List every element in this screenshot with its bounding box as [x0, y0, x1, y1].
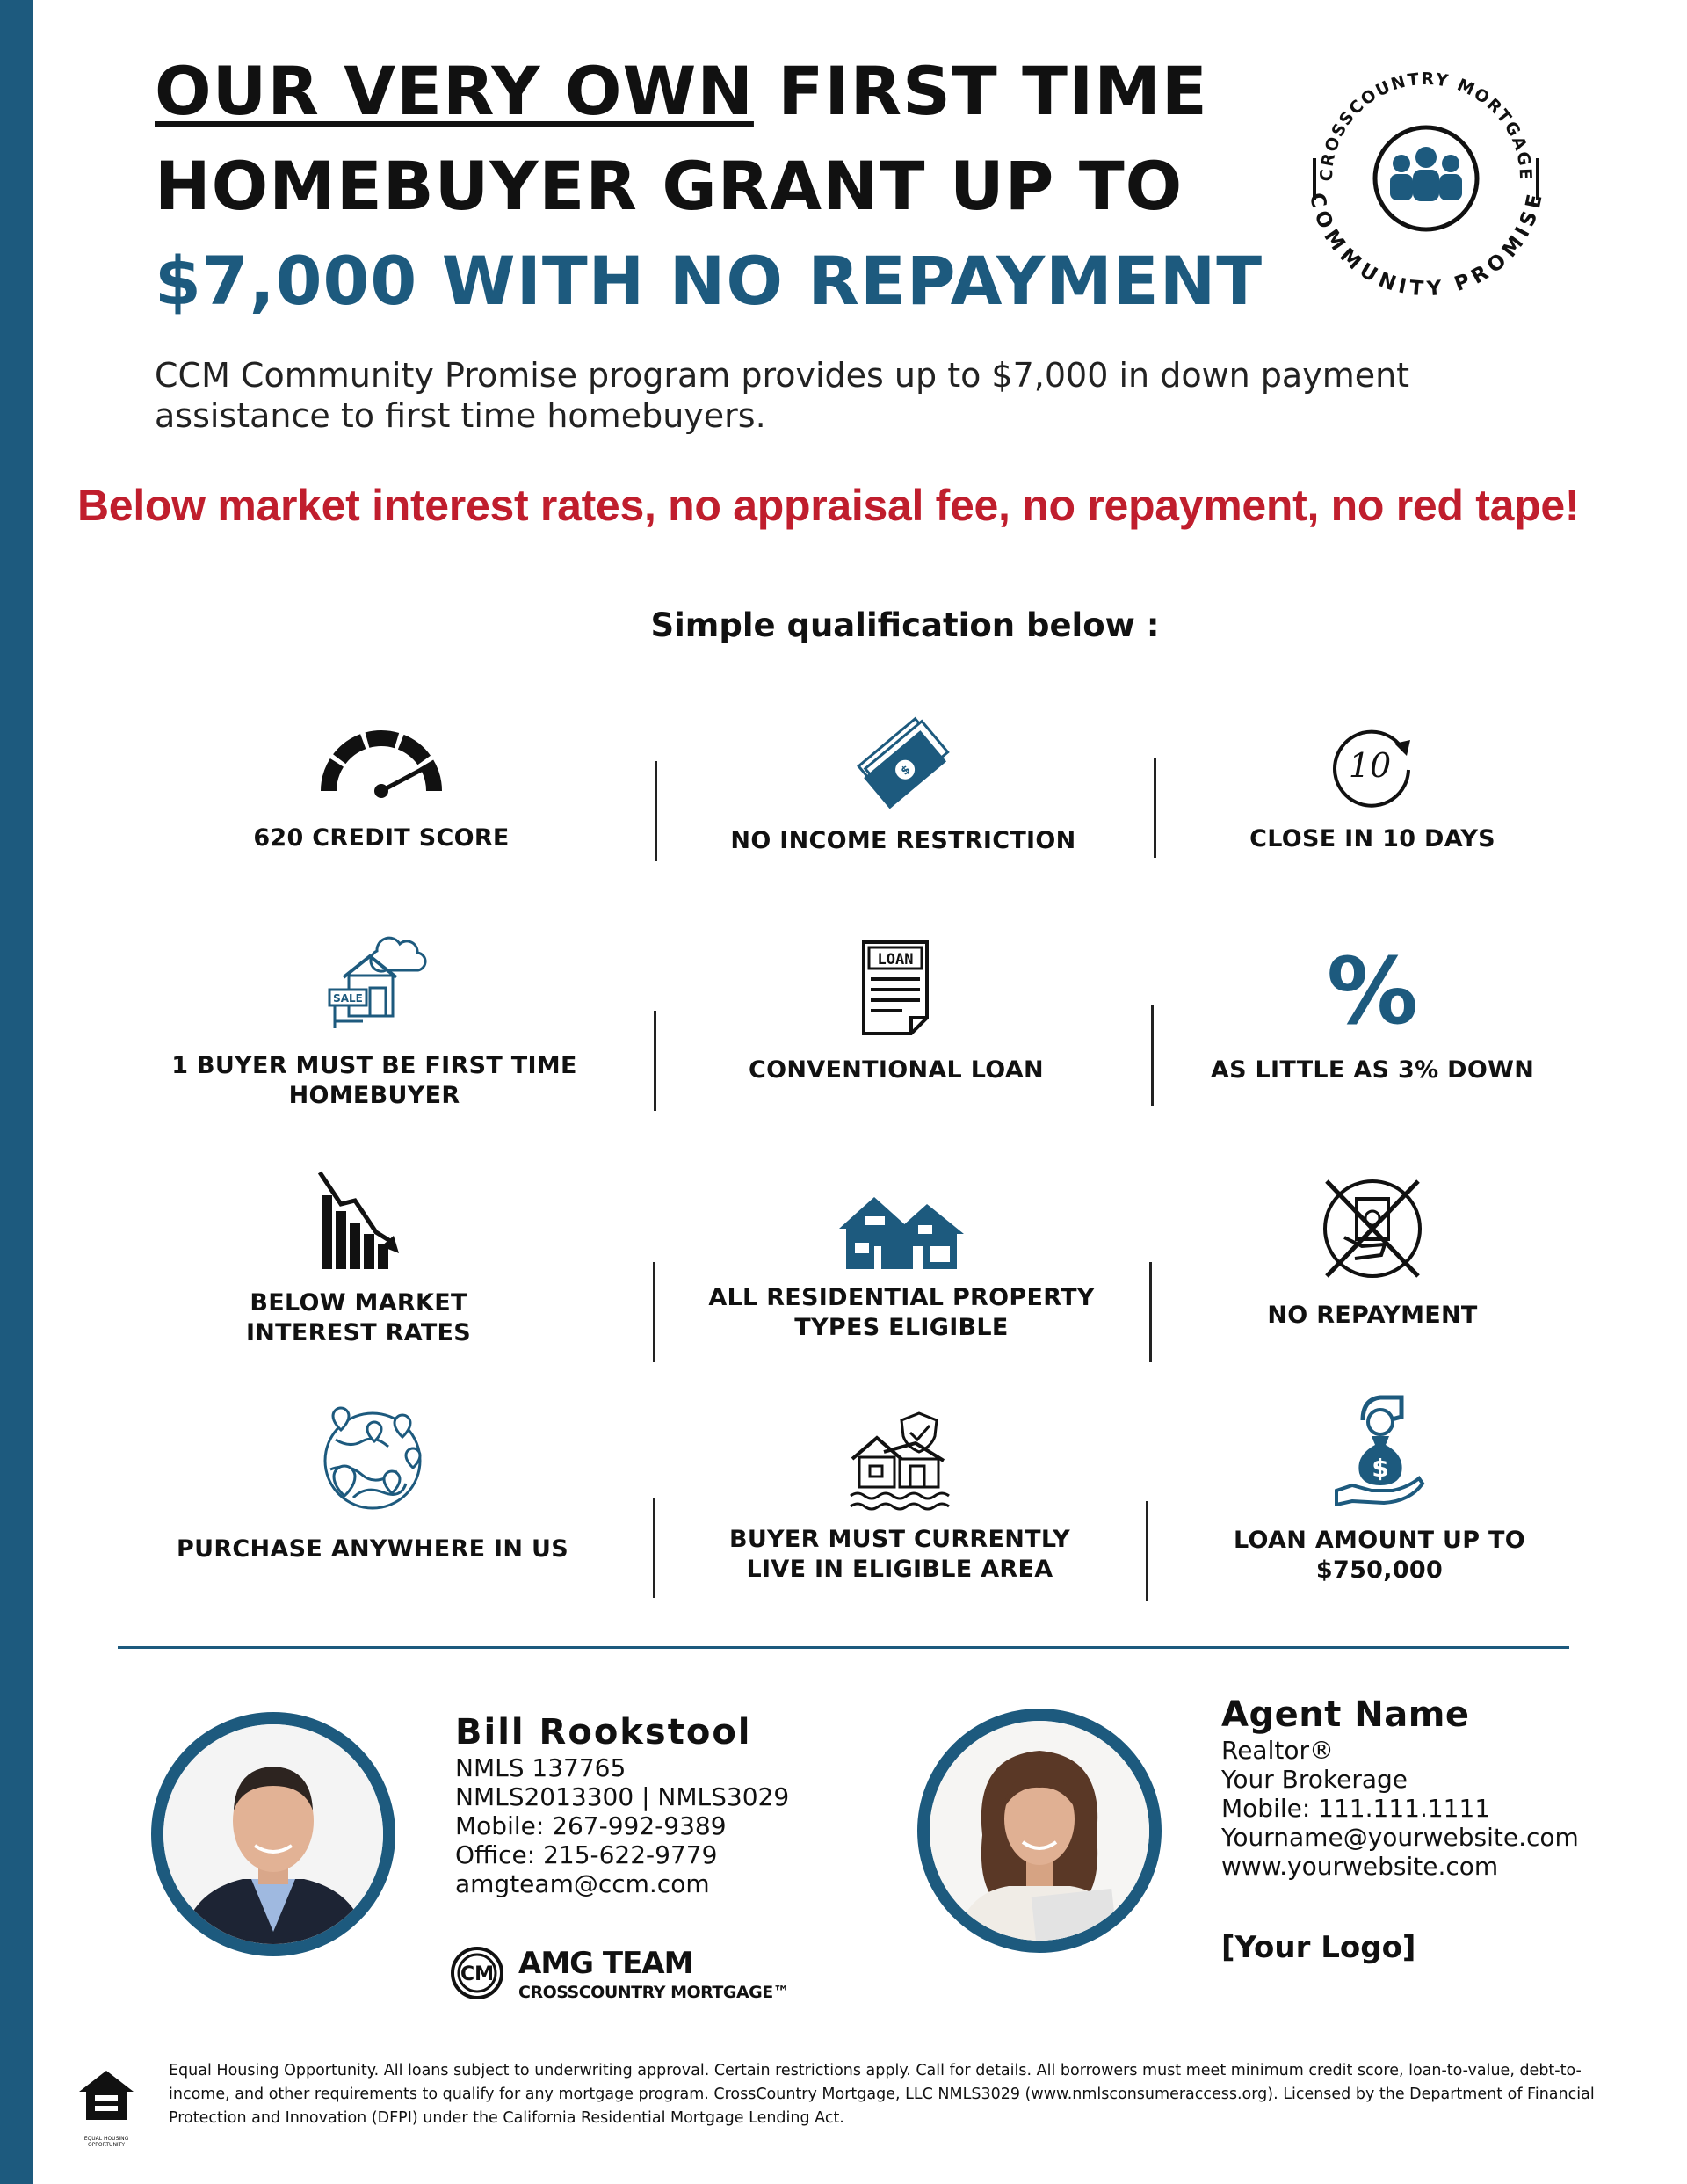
- tagline: Below market interest rates, no appraisal fee, no repayment, no red tape!: [77, 481, 1580, 530]
- loan-officer-email[interactable]: amgteam@ccm.com: [455, 1869, 710, 1898]
- headline-line-3: $7,000 WITH NO REPAYMENT: [155, 242, 1263, 320]
- money-bills-icon: [851, 714, 956, 810]
- agent-photo: [917, 1709, 1162, 1953]
- feature-label: AS LITTLE AS 3% DOWN: [1210, 1056, 1535, 1084]
- badge-top-text: CROSSCOUNTRY MORTGAGE: [1316, 69, 1536, 182]
- headline-line-1-rest: FIRST TIME: [753, 52, 1208, 130]
- loan-officer-contact: [455, 1711, 789, 1898]
- loan-officer-mobile[interactable]: Mobile: 267-992-9389: [455, 1811, 727, 1840]
- loan-officer-name: Bill Rookstool: [455, 1712, 752, 1752]
- headline-line-1: [155, 44, 1263, 139]
- column-divider: [1146, 1501, 1148, 1601]
- headline: [155, 44, 1263, 329]
- svg-text:$: $: [1372, 1454, 1389, 1483]
- globe-map-pins-icon: [318, 1404, 427, 1513]
- community-promise-badge: [1302, 54, 1550, 302]
- headline-underlined: OUR VERY OWN: [155, 52, 754, 130]
- agent-website[interactable]: www.yourwebsite.com: [1221, 1852, 1499, 1881]
- section-divider: [118, 1646, 1569, 1649]
- feature-label: $750,000: [1315, 1556, 1444, 1584]
- qualification-heading: Simple qualification below :: [650, 606, 1160, 644]
- svg-text:10: 10: [1348, 746, 1392, 785]
- feature-label: PURCHASE ANYWHERE IN US: [177, 1535, 568, 1563]
- equal-housing-icon: [76, 2067, 137, 2132]
- feature-label: INTEREST RATES: [245, 1319, 472, 1346]
- agent-name: Agent Name: [1221, 1694, 1470, 1735]
- ccm-logo-mark: [450, 1946, 504, 2000]
- amg-team-title: AMG TEAM: [518, 1946, 693, 1981]
- loan-officer-photo: [151, 1712, 395, 1956]
- svg-text:CM: CM: [460, 1963, 495, 1985]
- loan-officer-portrait: [163, 1724, 383, 1944]
- equal-housing-logo: [76, 2067, 137, 2148]
- percent-icon: [1324, 942, 1421, 1035]
- agent-title: Realtor®: [1221, 1736, 1334, 1765]
- agent-brokerage: Your Brokerage: [1221, 1765, 1408, 1794]
- feature-label: BELOW MARKET: [250, 1289, 467, 1317]
- ten-day-clock-icon: [1324, 721, 1421, 809]
- left-accent-bar: [0, 0, 33, 2184]
- feature-label: LOAN AMOUNT UP TO: [1233, 1527, 1525, 1554]
- feature-label: TYPES ELIGIBLE: [794, 1314, 1009, 1341]
- company-nmls: NMLS2013300 | NMLS3029: [455, 1782, 790, 1811]
- column-divider: [1154, 758, 1156, 858]
- speedometer-icon: [315, 721, 447, 809]
- declining-bar-chart-icon: [315, 1169, 402, 1271]
- people-group-icon: [1390, 147, 1462, 201]
- agent-contact: [1221, 1694, 1579, 1881]
- feature-label: LIVE IN ELIGIBLE AREA: [746, 1556, 1053, 1583]
- residential-houses-icon: [836, 1185, 967, 1271]
- column-divider: [655, 761, 657, 861]
- column-divider: [653, 1262, 655, 1362]
- amg-team-subtitle: CROSSCOUNTRY MORTGAGE™: [518, 1983, 790, 2002]
- agent-email[interactable]: Yourname@yourwebsite.com: [1221, 1823, 1579, 1852]
- feature-label: HOMEBUYER: [288, 1082, 460, 1109]
- legal-disclaimer: Equal Housing Opportunity. All loans subject to underwriting approval. Certain restrictions apply. Call for details. All borrowers must meet minimum credit score, loan-to-value, debt-to-income, and other requirements to qualify for any mortgage program. CrossCountry Mortgage, LLC NMLS3029 (www.nmlsconsumeraccess.org). Licensed by the Department of Financial Protection and Innovation (DFPI) under the California Residential Mortgage Lending Act.: [169, 2062, 1595, 2127]
- house-checkmark-icon: [845, 1408, 954, 1512]
- loan-officer-nmls: NMLS 137765: [455, 1753, 626, 1782]
- svg-text:%: %: [1326, 942, 1419, 1035]
- feature-label: CLOSE IN 10 DAYS: [1249, 825, 1495, 853]
- agent-mobile[interactable]: Mobile: 111.111.1111: [1221, 1794, 1491, 1823]
- badge-bottom-text: COMMUNITY PROMISE: [1305, 191, 1547, 301]
- agent-logo-placeholder: [Your Logo]: [1221, 1930, 1416, 1965]
- feature-label: BUYER MUST CURRENTLY: [728, 1526, 1071, 1553]
- feature-label: NO REPAYMENT: [1267, 1302, 1478, 1329]
- headline-line-2: HOMEBUYER GRANT UP TO: [155, 147, 1184, 225]
- loan-officer-office[interactable]: Office: 215-622-9779: [455, 1840, 718, 1869]
- feature-label: 1 BUYER MUST BE FIRST TIME: [171, 1052, 577, 1079]
- loan-document-icon: [857, 939, 936, 1037]
- column-divider: [1151, 1005, 1154, 1106]
- column-divider: [653, 1498, 655, 1598]
- feature-label: CONVENTIONAL LOAN: [749, 1056, 1044, 1084]
- no-payment-icon: [1318, 1174, 1427, 1283]
- svg-text:$: $: [898, 763, 914, 779]
- hand-money-bag-icon: [1331, 1394, 1428, 1506]
- equal-housing-caption: EQUAL HOUSING OPPORTUNITY: [83, 2136, 129, 2148]
- svg-text:LOAN: LOAN: [877, 951, 914, 969]
- feature-label: 620 CREDIT SCORE: [253, 824, 510, 852]
- house-for-sale-icon: [317, 930, 431, 1035]
- column-divider: [654, 1011, 656, 1111]
- agent-portrait: [930, 1721, 1149, 1941]
- column-divider: [1149, 1262, 1152, 1362]
- intro-paragraph: CCM Community Promise program provides up to $7,000 in down payment assistance to first time homebuyers.: [155, 356, 1410, 435]
- feature-label: ALL RESIDENTIAL PROPERTY: [708, 1284, 1095, 1311]
- svg-text:SALE: SALE: [333, 992, 363, 1005]
- feature-label: NO INCOME RESTRICTION: [730, 827, 1076, 854]
